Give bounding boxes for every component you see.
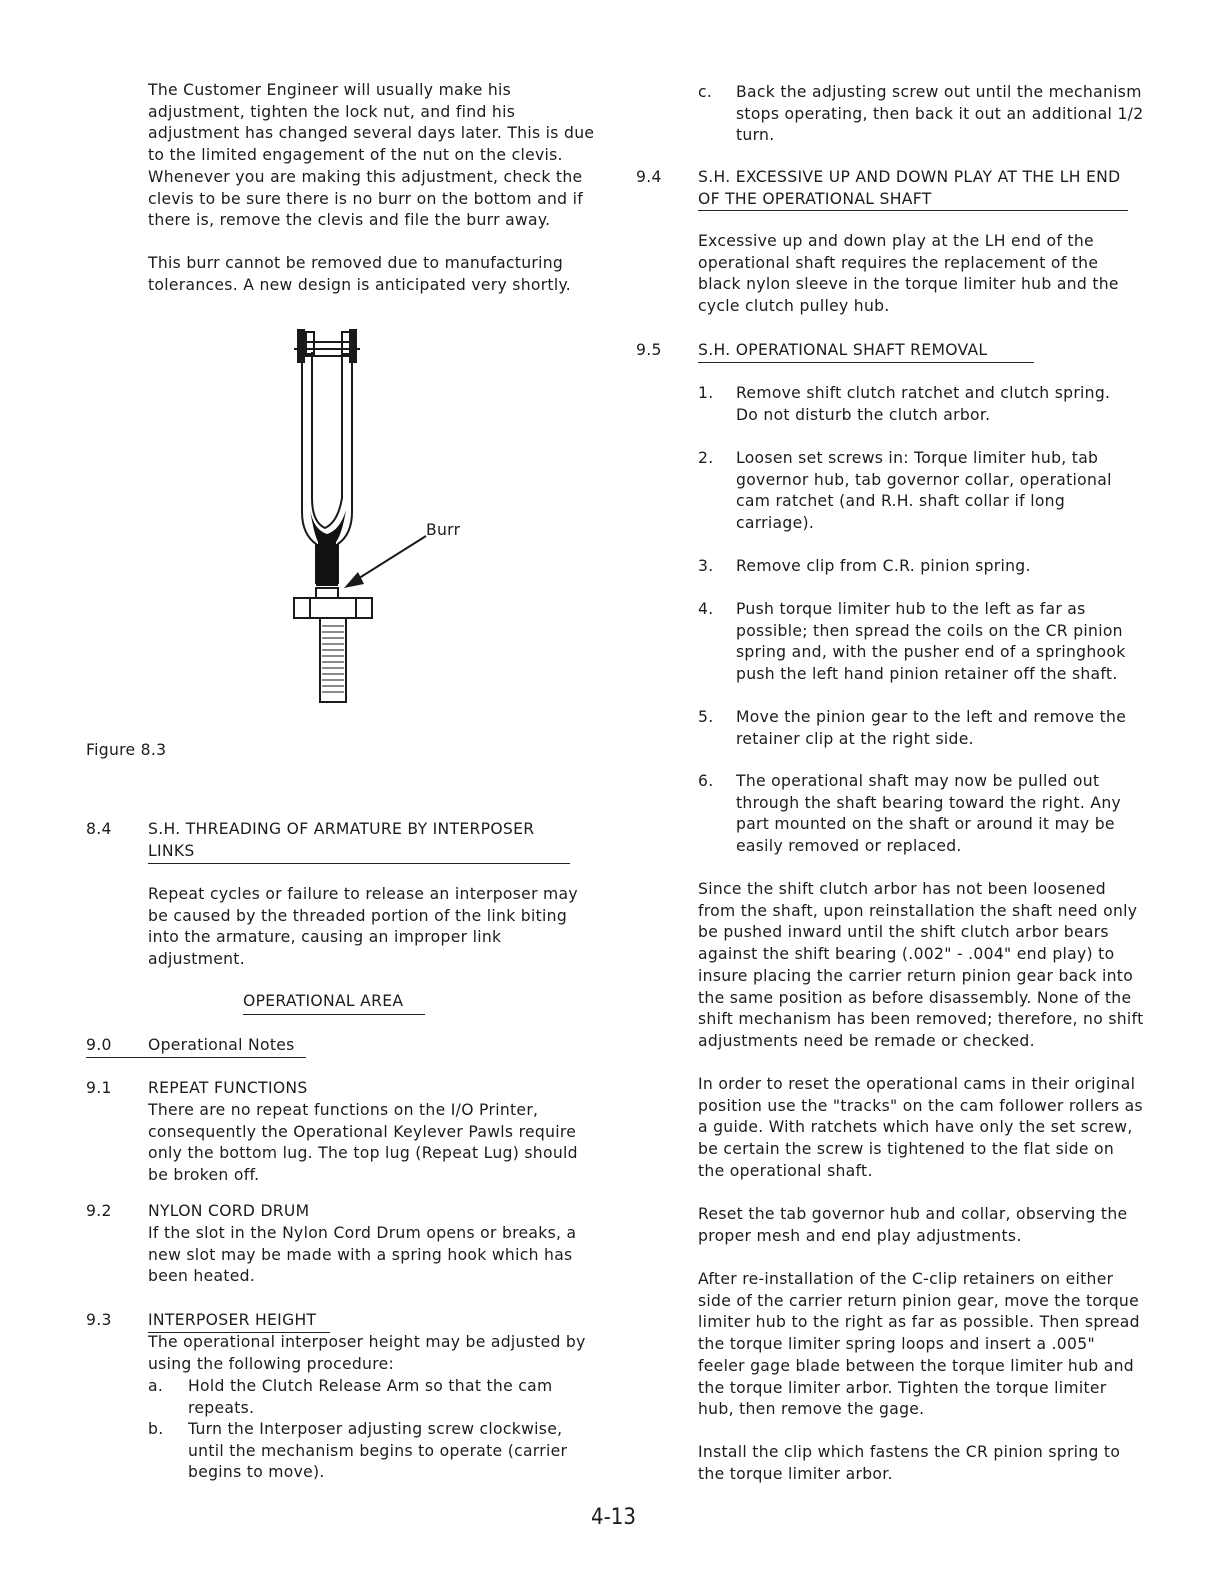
step-text: Move the pinion gear to the left and remove the retainer clip at the right side.: [736, 708, 1127, 748]
section-body-8-4: Repeat cycles or failure to release an interposer may be caused by the threaded portion of the link biting into the armature, causing an improper link adjustment.: [148, 885, 578, 969]
procedure-step: [148, 1376, 600, 1419]
list-item: [698, 707, 1148, 750]
section-body-9-2: If the slot in the Nylon Cord Drum opens or breaks, a new slot may be made with a spring hook which has been heated.: [148, 1224, 577, 1286]
section-heading-9-3: INTERPOSER HEIGHT: [148, 1311, 317, 1329]
page-number: 4-13: [591, 1505, 636, 1530]
step-number: 2.: [698, 449, 714, 467]
section-number-9-4: 9.4: [636, 168, 662, 186]
list-item: [698, 599, 1148, 686]
section-heading-8-4: S.H. THREADING OF ARMATURE BY INTERPOSER LINKS: [148, 820, 535, 860]
section-body-9-1: There are no repeat functions on the I/O Printer, consequently the Operational Keylever Pawls require only the bottom lug. The top lug (Repeat Lug) should be broken off.: [148, 1101, 578, 1185]
step-text: The operational shaft may now be pulled out through the shaft bearing toward the right. Any part mounted on the shaft or around it may be easily removed or replaced.: [736, 772, 1122, 856]
paragraph-reinstallation: Since the shift clutch arbor has not been loosened from the shaft, upon reinstallation the shaft need only be pushed inward until the shift clutch arbor bears against the shift bearing (.002" - .004" end play) to insure placing the carrier return pinion gear back into the same position as before disassembly. None of the shift mechanism has been removed; therefore, no shift adjustments need be remade or checked.: [698, 880, 1144, 1050]
heading-rule: [86, 1057, 306, 1058]
paragraph-reset-tab-governor: Reset the tab governor hub and collar, observing the proper mesh and end play adjustments.: [698, 1205, 1128, 1245]
section-number-8-4: 8.4: [86, 820, 112, 838]
step-text: Turn the Interposer adjusting screw clockwise, until the mechanism begins to operate (carrier begins to move).: [188, 1420, 568, 1482]
section-heading-9-0: Operational Notes: [148, 1036, 295, 1054]
list-item: [698, 383, 1148, 426]
section-number-9-3: 9.3: [86, 1311, 112, 1329]
heading-rule: [148, 863, 570, 864]
step-text: Remove clip from C.R. pinion spring.: [736, 557, 1031, 575]
clevis-figure: [280, 322, 480, 712]
list-item: [698, 771, 1148, 858]
step-text: Back the adjusting screw out until the mechanism stops operating, then back it out an additional 1/2 turn.: [736, 83, 1144, 145]
step-text: Loosen set screws in: Torque limiter hub, tab governor hub, tab governor collar, operational cam ratchet (and R.H. shaft collar if long carriage).: [736, 449, 1112, 533]
step-label: b.: [148, 1420, 164, 1438]
step-text: Hold the Clutch Release Arm so that the cam repeats.: [188, 1377, 553, 1417]
section-heading-9-5: S.H. OPERATIONAL SHAFT REMOVAL: [698, 341, 988, 359]
section-heading-9-1: REPEAT FUNCTIONS: [148, 1079, 308, 1097]
section-number-9-0: 9.0: [86, 1036, 112, 1054]
step-number: 3.: [698, 557, 714, 575]
list-item: [698, 448, 1148, 535]
section-body-9-4: Excessive up and down play at the LH end of the operational shaft requires the replacement of the black nylon sleeve in the torque limiter hub and the cycle clutch pulley hub.: [698, 232, 1119, 316]
heading-rule: [243, 1014, 425, 1015]
step-label: c.: [698, 83, 713, 101]
section-number-9-1: 9.1: [86, 1079, 112, 1097]
area-title: OPERATIONAL AREA: [243, 992, 404, 1010]
procedure-step: [148, 1419, 600, 1484]
step-text: Push torque limiter hub to the left as far as possible; then spread the coils on the CR pinion spring and, with the pusher end of a springhook push the left hand pinion retainer off the shaft.: [736, 600, 1126, 684]
figure-caption: Figure 8.3: [86, 741, 167, 759]
section-heading-9-2: NYLON CORD DRUM: [148, 1202, 310, 1220]
paragraph-burr-tolerance: This burr cannot be removed due to manufacturing tolerances. A new design is anticipated very shortly.: [148, 254, 572, 294]
burr-callout-label: Burr: [426, 521, 461, 539]
paragraph-c-clip-reinstall: After re-installation of the C-clip retainers on either side of the carrier return pinion gear, move the torque limiter hub to the right as far as possible. Then spread the torque limiter spring loops and insert a .005" feeler gage blade between the torque limiter hub and the torque limiter arbor. Tighten the torque limiter hub, then remove the gage.: [698, 1270, 1140, 1419]
paragraph-reset-cams: In order to reset the operational cams in their original position use the "tracks" on the cam follower rollers as a guide. With ratchets which have only the set screw, be certain the screw is tightened to the flat side on the operational shaft.: [698, 1075, 1143, 1180]
section-number-9-2: 9.2: [86, 1202, 112, 1220]
step-number: 4.: [698, 600, 714, 618]
step-number: 5.: [698, 708, 714, 726]
heading-rule: [698, 210, 1128, 211]
section-number-9-5: 9.5: [636, 341, 662, 359]
paragraph-clevis-adjustment: The Customer Engineer will usually make his adjustment, tighten the lock nut, and find his adjustment has changed several days later. This is due to the limited engagement of the nut on the clevis. Whenever you are making this adjustment, check the clevis to be sure there is no burr on the bottom and if there is, remove the clevis and file the burr away.: [148, 81, 595, 230]
procedure-step: [698, 82, 1148, 147]
step-text: Remove shift clutch ratchet and clutch spring. Do not disturb the clutch arbor.: [736, 384, 1111, 424]
section-heading-9-4: S.H. EXCESSIVE UP AND DOWN PLAY AT THE LH END OF THE OPERATIONAL SHAFT: [698, 168, 1121, 208]
step-number: 1.: [698, 384, 714, 402]
burr-arrow: [356, 536, 426, 580]
section-body-9-3: The operational interposer height may be adjusted by using the following procedure:: [148, 1333, 586, 1373]
list-item: [698, 556, 1148, 578]
paragraph-install-clip: Install the clip which fastens the CR pinion spring to the torque limiter arbor.: [698, 1443, 1121, 1483]
step-label: a.: [148, 1377, 164, 1395]
step-number: 6.: [698, 772, 714, 790]
heading-rule: [698, 362, 1034, 363]
